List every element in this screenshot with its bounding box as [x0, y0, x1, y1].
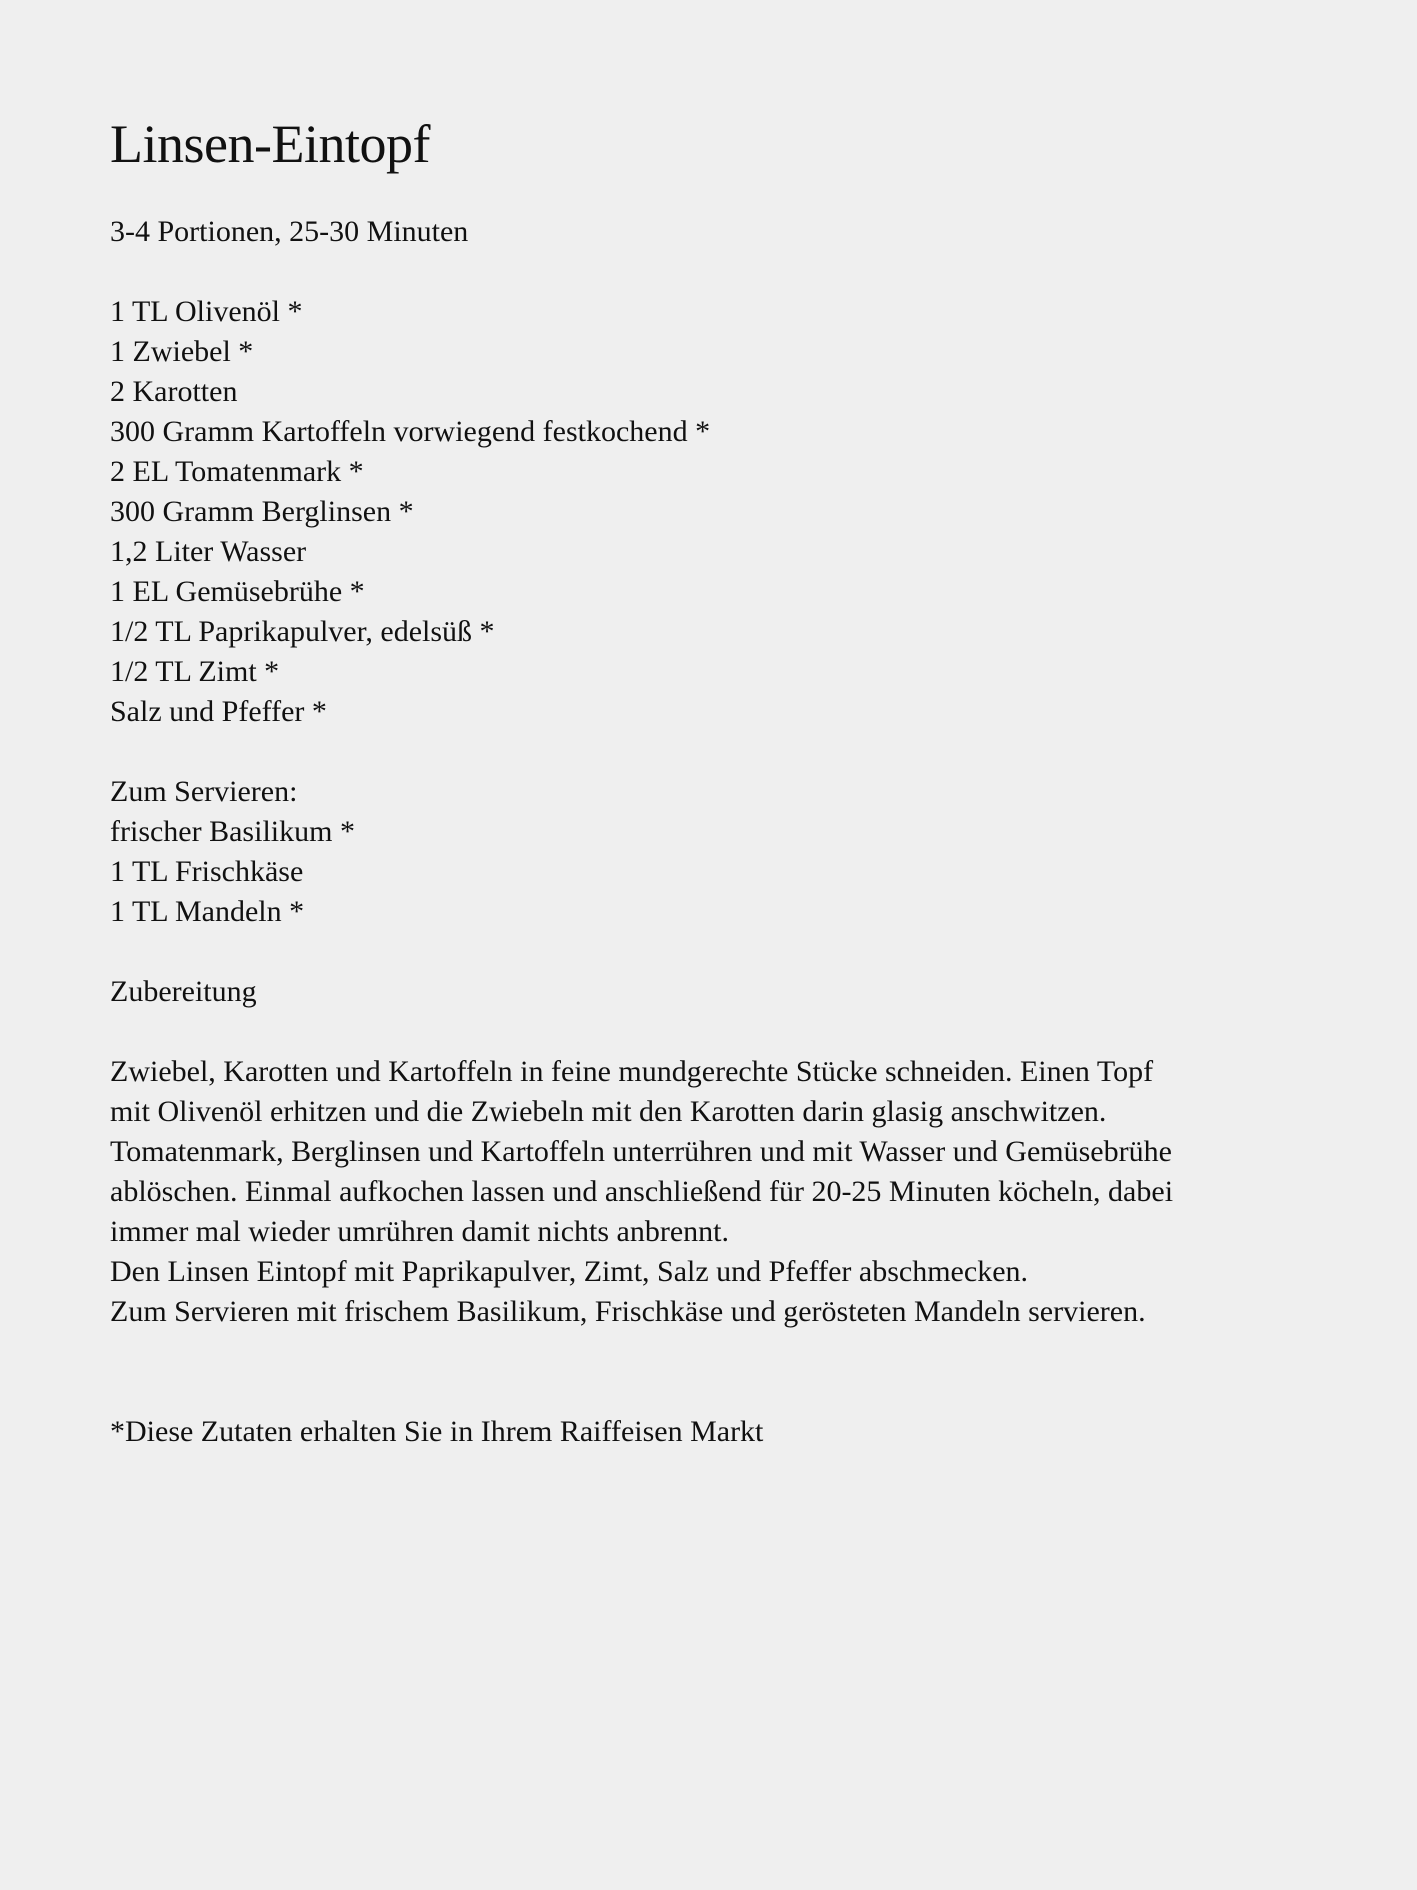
- preparation-line: Zwiebel, Karotten und Kartoffeln in feine mundgerechte Stücke schneiden. Einen Topf: [110, 1055, 1154, 1088]
- spacer: [110, 932, 1350, 972]
- preparation-line: Tomatenmark, Berglinsen und Kartoffeln unterrühren und mit Wasser und Gemüsebrühe: [110, 1135, 1172, 1168]
- spacer: [110, 1332, 1350, 1412]
- preparation-line: Zum Servieren mit frischem Basilikum, Frischkäse und gerösteten Mandeln servieren.: [110, 1295, 1146, 1328]
- preparation-line: immer mal wieder umrühren damit nichts anbrennt.: [110, 1215, 729, 1248]
- preparation-heading: Zubereitung: [110, 975, 257, 1008]
- ingredient-item: 2 Karotten: [110, 375, 238, 408]
- ingredient-item: 300 Gramm Berglinsen *: [110, 495, 414, 528]
- ingredient-item: Salz und Pfeffer *: [110, 695, 327, 728]
- spacer: [110, 1012, 1350, 1052]
- ingredient-item: 1 Zwiebel *: [110, 335, 254, 368]
- ingredient-item: 1 EL Gemüsebrühe *: [110, 575, 365, 608]
- serving-heading: Zum Servieren:: [110, 775, 298, 808]
- ingredient-item: 2 EL Tomatenmark *: [110, 455, 364, 488]
- preparation-text: [110, 1052, 1350, 1332]
- serving-item: 1 TL Frischkäse: [110, 855, 304, 888]
- ingredient-item: 1/2 TL Zimt *: [110, 655, 280, 688]
- serving-item: frischer Basilikum *: [110, 815, 355, 848]
- preparation-line: ablöschen. Einmal aufkochen lassen und anschließend für 20-25 Minuten köcheln, dabei: [110, 1175, 1174, 1208]
- ingredient-list: [110, 292, 1350, 732]
- ingredient-item: 1 TL Olivenöl *: [110, 295, 303, 328]
- spacer: [110, 252, 1350, 292]
- recipe-body: [110, 212, 1350, 1452]
- recipe-meta: 3-4 Portionen, 25-30 Minuten: [110, 215, 469, 248]
- recipe-title: Linsen-Eintopf: [110, 114, 430, 174]
- preparation-line: Den Linsen Eintopf mit Paprikapulver, Zimt, Salz und Pfeffer abschmecken.: [110, 1255, 1029, 1288]
- serving-list: [110, 772, 1350, 932]
- serving-item: 1 TL Mandeln *: [110, 895, 305, 928]
- footnote: *Diese Zutaten erhalten Sie in Ihrem Raiffeisen Markt: [110, 1415, 764, 1448]
- preparation-line: mit Olivenöl erhitzen und die Zwiebeln mit den Karotten darin glasig anschwitzen.: [110, 1095, 1107, 1128]
- spacer: [110, 732, 1350, 772]
- ingredient-item: 1/2 TL Paprikapulver, edelsüß *: [110, 615, 495, 648]
- ingredient-item: 300 Gramm Kartoffeln vorwiegend festkochend *: [110, 415, 711, 448]
- ingredient-item: 1,2 Liter Wasser: [110, 535, 307, 568]
